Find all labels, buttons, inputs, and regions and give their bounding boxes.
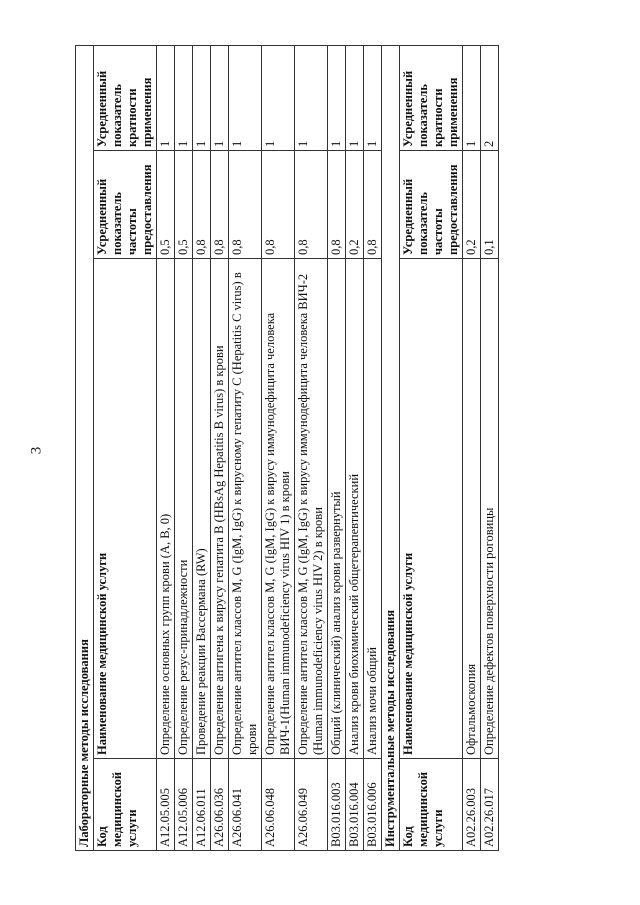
cell-frequency: 0,8 bbox=[328, 151, 346, 259]
cell-frequency: 0,5 bbox=[157, 151, 175, 259]
header-code: Код медицинской услуги bbox=[400, 759, 463, 851]
page-number: 3 bbox=[28, 446, 45, 455]
cell-code: A26.06.036 bbox=[211, 759, 229, 851]
cell-multiplicity: 2 bbox=[481, 45, 499, 150]
cell-name: Определение антител классов M, G (IgM, IgG) к вирусу иммунодефицита человека ВИЧ-1(Human immunodeficiency virus HIV 1) в крови bbox=[262, 259, 295, 759]
cell-frequency: 0,8 bbox=[193, 151, 211, 259]
cell-frequency: 0,8 bbox=[229, 151, 262, 259]
cell-code: A02.26.017 bbox=[481, 759, 499, 851]
table-row bbox=[229, 45, 262, 850]
cell-multiplicity: 1 bbox=[211, 45, 229, 150]
cell-code: A26.06.041 bbox=[229, 759, 262, 851]
cell-frequency: 0,8 bbox=[262, 151, 295, 259]
cell-code: A12.05.006 bbox=[175, 759, 193, 851]
cell-frequency: 0,1 bbox=[481, 151, 499, 259]
cell-frequency: 0,2 bbox=[463, 151, 481, 259]
section-title-row bbox=[382, 45, 400, 850]
cell-frequency: 0,5 bbox=[175, 151, 193, 259]
cell-name: Определение дефектов поверхности роговицы bbox=[481, 259, 499, 759]
table-row bbox=[262, 45, 295, 850]
cell-frequency: 0,2 bbox=[346, 151, 364, 259]
cell-frequency: 0,8 bbox=[364, 151, 382, 259]
cell-name: Определение антител классов M, G (IgM, IgG) к вирусу иммунодефицита человека ВИЧ-2 (Human immunodeficiency virus HIV 2) в крови bbox=[295, 259, 328, 759]
cell-code: B03.016.003 bbox=[328, 759, 346, 851]
cell-code: A26.06.049 bbox=[295, 759, 328, 851]
header-row bbox=[94, 45, 157, 850]
cell-code: B03.016.004 bbox=[346, 759, 364, 851]
cell-code: A12.06.011 bbox=[193, 759, 211, 851]
services-table bbox=[75, 45, 499, 851]
cell-code: A02.26.003 bbox=[463, 759, 481, 851]
header-row bbox=[400, 45, 463, 850]
header-multiplicity: Усредненный показатель кратности применения bbox=[94, 45, 157, 150]
cell-multiplicity: 1 bbox=[364, 45, 382, 150]
cell-name: Определение резус-принадлежности bbox=[175, 259, 193, 759]
header-frequency: Усредненный показатель частоты предоставления bbox=[400, 151, 463, 259]
cell-name: Проведение реакции Вассермана (RW) bbox=[193, 259, 211, 759]
section-title: Инструментальные методы исследования bbox=[382, 45, 400, 850]
cell-name: Офтальмоскопия bbox=[463, 259, 481, 759]
cell-name: Определение основных групп крови (A, B, 0) bbox=[157, 259, 175, 759]
cell-multiplicity: 1 bbox=[193, 45, 211, 150]
cell-code: A26.06.048 bbox=[262, 759, 295, 851]
cell-frequency: 0,8 bbox=[211, 151, 229, 259]
header-name: Наименование медицинской услуги bbox=[400, 259, 463, 759]
table-row bbox=[211, 45, 229, 850]
cell-multiplicity: 1 bbox=[463, 45, 481, 150]
header-code: Код медицинской услуги bbox=[94, 759, 157, 851]
header-frequency: Усредненный показатель частоты предоставления bbox=[94, 151, 157, 259]
cell-name: Анализ крови биохимический общетерапевтический bbox=[346, 259, 364, 759]
cell-name: Анализ мочи общий bbox=[364, 259, 382, 759]
cell-name: Общий (клинический) анализ крови развернутый bbox=[328, 259, 346, 759]
services-table-body bbox=[76, 45, 499, 850]
cell-multiplicity: 1 bbox=[328, 45, 346, 150]
table-row bbox=[364, 45, 382, 850]
table-row bbox=[295, 45, 328, 850]
section-title: Лабораторные методы исследования bbox=[76, 45, 94, 850]
header-name: Наименование медицинской услуги bbox=[94, 259, 157, 759]
cell-multiplicity: 1 bbox=[295, 45, 328, 150]
table-row bbox=[175, 45, 193, 850]
cell-multiplicity: 1 bbox=[157, 45, 175, 150]
cell-multiplicity: 1 bbox=[262, 45, 295, 150]
table-row bbox=[328, 45, 346, 850]
cell-name: Определение антител классов M, G (IgM, IgG) к вирусному гепатиту C (Hepatitis C virus) в крови bbox=[229, 259, 262, 759]
section-title-row bbox=[76, 45, 94, 850]
cell-frequency: 0,8 bbox=[295, 151, 328, 259]
table-row bbox=[463, 45, 481, 850]
table-row bbox=[157, 45, 175, 850]
cell-multiplicity: 1 bbox=[229, 45, 262, 150]
table-row bbox=[481, 45, 499, 850]
document-rotated-content bbox=[75, 46, 585, 851]
cell-name: Определение антигена к вирусу гепатита B (HBsAg Hepatitis B virus) в крови bbox=[211, 259, 229, 759]
header-multiplicity: Усредненный показатель кратности применения bbox=[400, 45, 463, 150]
cell-multiplicity: 1 bbox=[175, 45, 193, 150]
table-row bbox=[193, 45, 211, 850]
cell-code: A12.05.005 bbox=[157, 759, 175, 851]
cell-multiplicity: 1 bbox=[346, 45, 364, 150]
cell-code: B03.016.006 bbox=[364, 759, 382, 851]
table-row bbox=[346, 45, 364, 850]
